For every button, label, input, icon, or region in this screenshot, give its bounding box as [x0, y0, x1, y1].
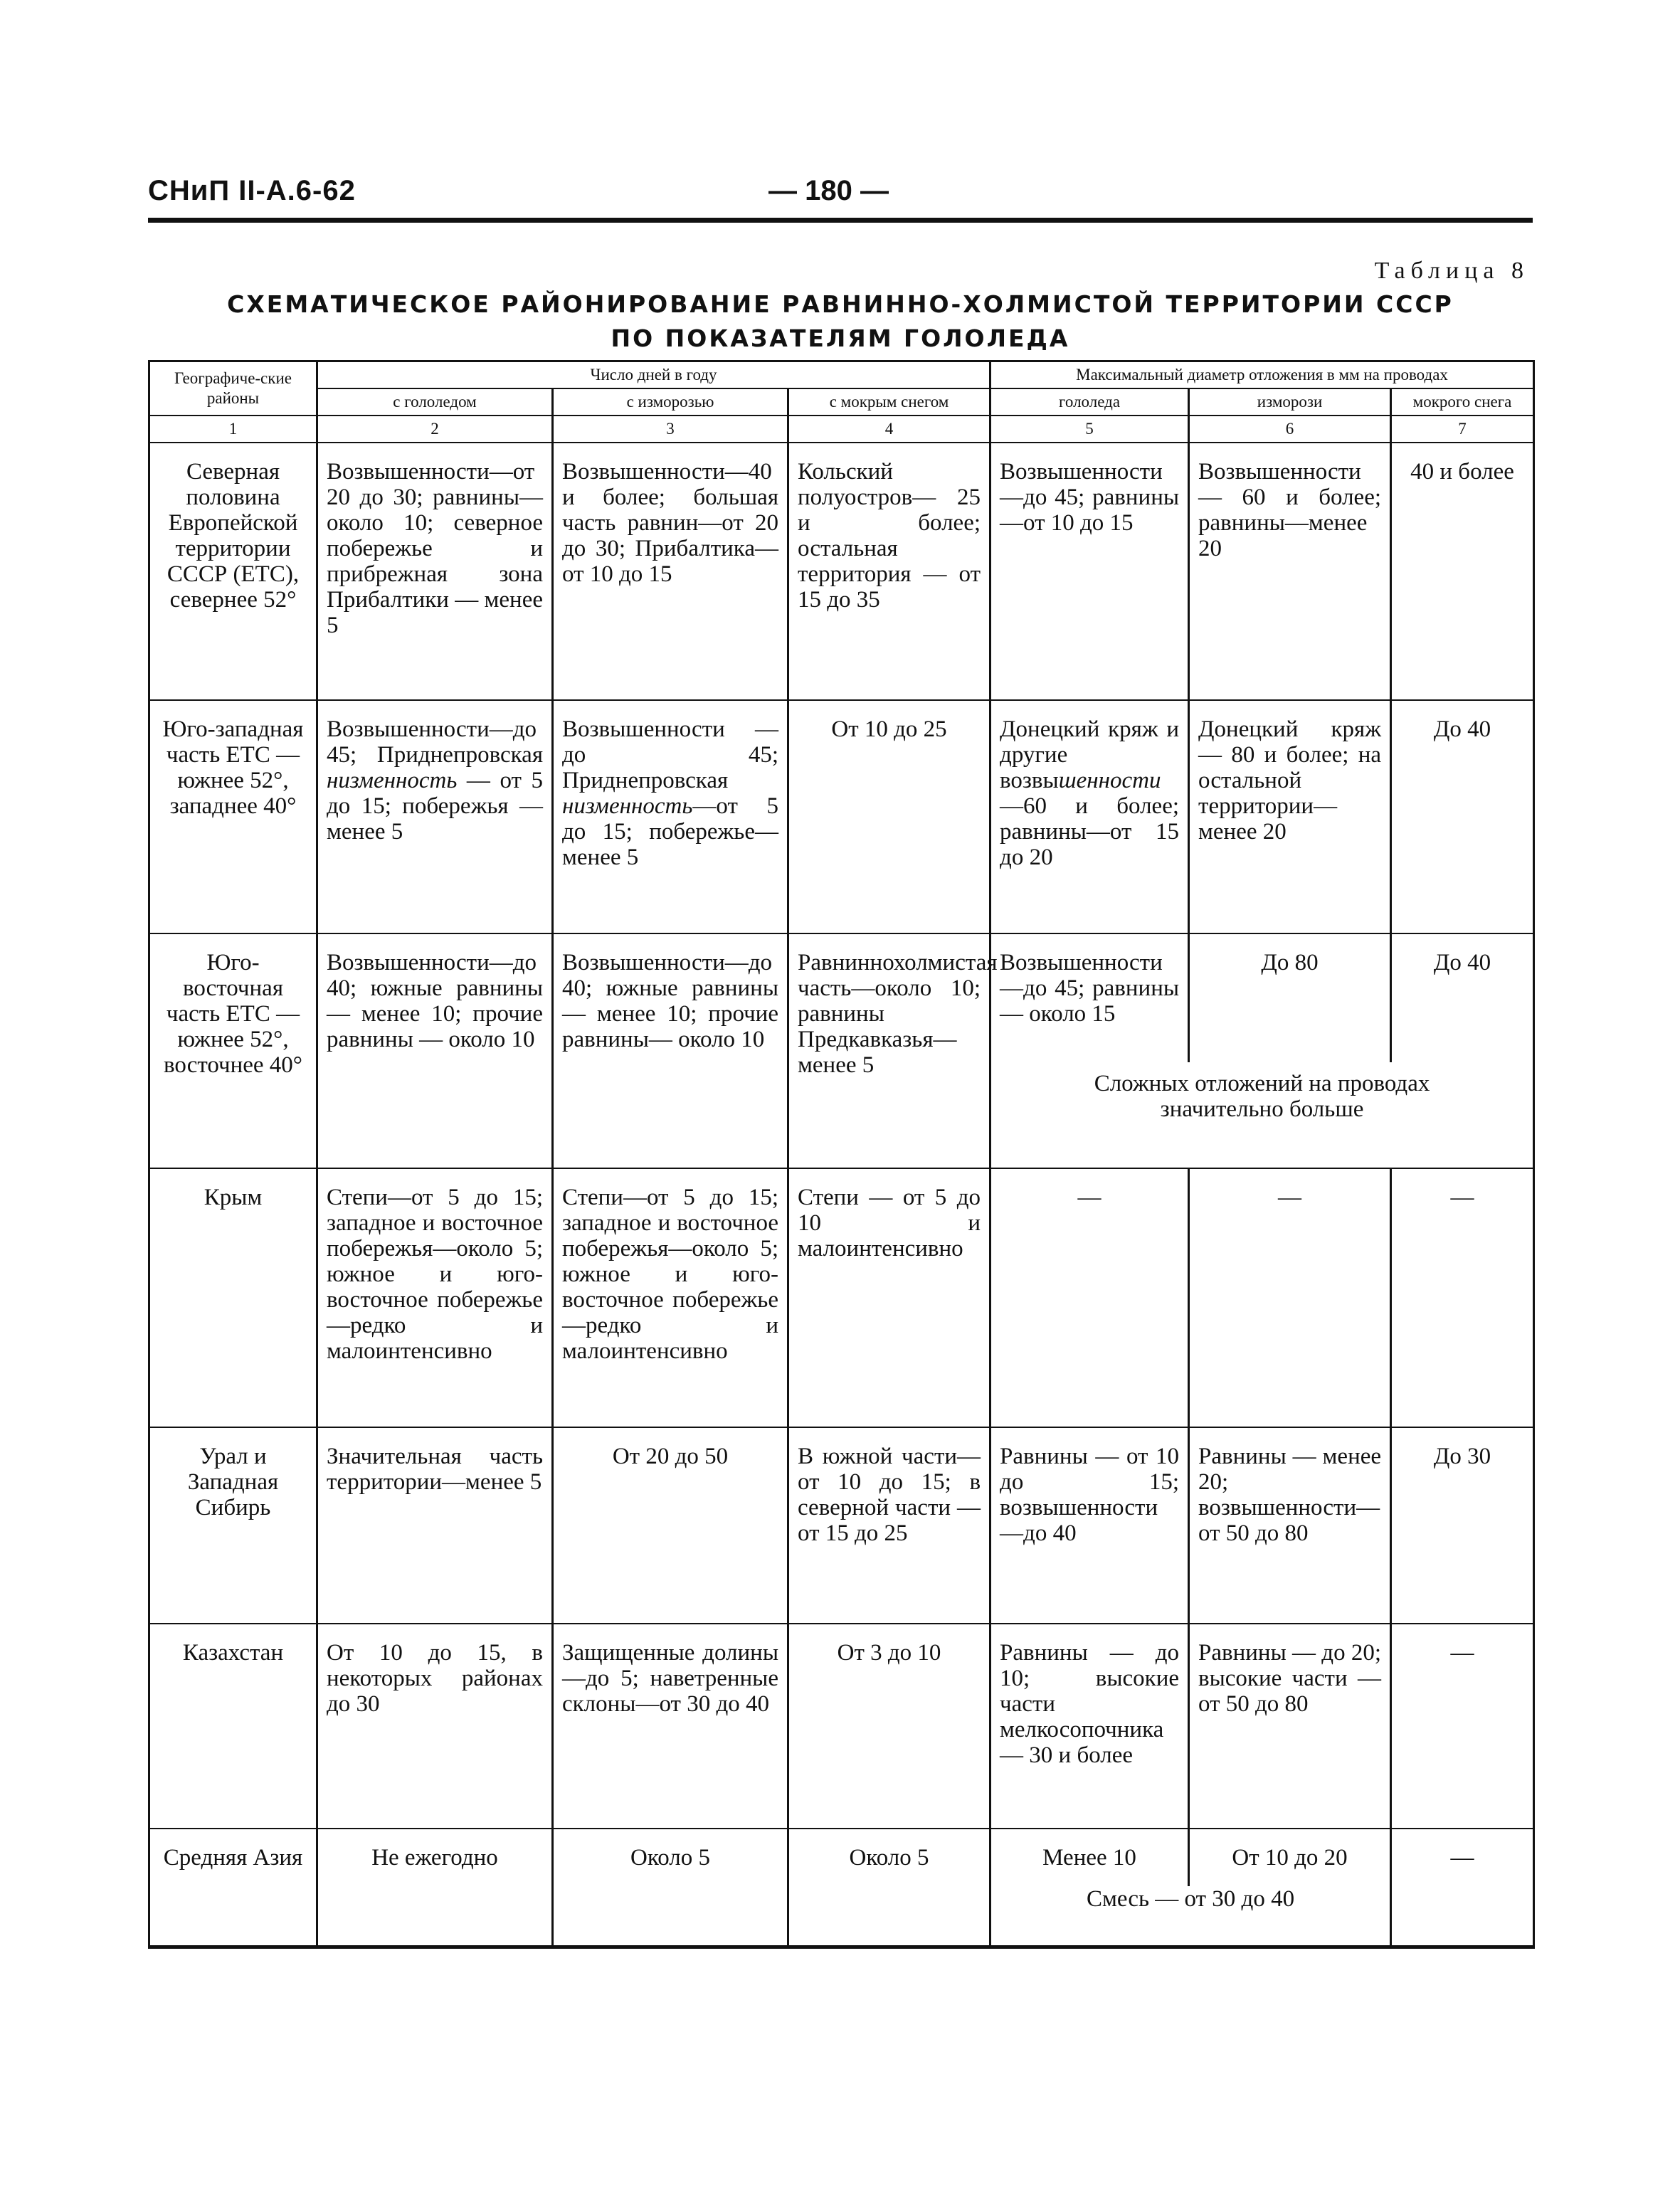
- wet-snow-diameter-cell: До 40: [1433, 950, 1491, 975]
- wet-snow-days-cell: Кольский полуостров— 25 и более; остальная территория — от 15 до 35: [788, 443, 990, 700]
- cell-text-italic: шенности: [1058, 768, 1161, 793]
- region-cell: Средняя Азия: [149, 1829, 317, 1947]
- cell-text: Донецкий кряж и другие возвы: [1000, 716, 1180, 793]
- column-number: 1: [149, 416, 317, 443]
- rime-days-cell: [553, 700, 788, 933]
- glaze-days-cell: [317, 700, 553, 933]
- wet-snow-diameter-cell: 40 и более: [1391, 443, 1534, 700]
- mixture-note: Смесь — от 30 до 40: [1086, 1886, 1295, 1912]
- cell-text: Возвышенности—до 45; Приднепровская: [327, 716, 543, 768]
- table-row: [149, 1168, 1534, 1427]
- document-code: СНиП II-А.6-62: [148, 175, 356, 206]
- rime-diameter-cell: От 10 до 20: [1232, 1845, 1348, 1871]
- rime-days-cell: Возвышенности—до 40; южные равнины— менее 10; прочие равнины— около 10: [553, 933, 788, 1168]
- wet-snow-diameter-cell: До 40: [1391, 700, 1534, 933]
- region-cell: Северная половина Европейской территории СССР (ЕТС), севернее 52°: [149, 443, 317, 700]
- rime-days-cell: Около 5: [553, 1829, 788, 1947]
- glaze-diameter-cell: Возвышенности—до 45; равнины —от 10 до 15: [990, 443, 1189, 700]
- subheader-glaze-diameter: гололеда: [990, 388, 1189, 416]
- diameter-subcells: [991, 934, 1533, 1062]
- complex-deposits-note: Сложных отложений на проводах значительно больше: [1094, 1071, 1430, 1122]
- page-number: — 180 —: [768, 175, 889, 206]
- rime-diameter-cell: Равнины — до 20; высокие части — от 50 до 80: [1189, 1624, 1391, 1829]
- header-rule: [148, 218, 1533, 223]
- icing-zoning-table: [148, 360, 1535, 1949]
- table-row: [149, 700, 1534, 933]
- wet-snow-diameter-cell: —: [1391, 1624, 1534, 1829]
- rime-diameter-cell: Донецкий кряж — 80 и более; на остальной территории—менее 20: [1189, 700, 1391, 933]
- cell-text: —60 и более; равнины—от 15 до 20: [1000, 793, 1180, 870]
- wet-snow-diameter-cell: —: [1391, 1829, 1534, 1947]
- table-row: [149, 933, 1534, 1168]
- column-number: 3: [553, 416, 788, 443]
- table-number: Таблица 8: [1374, 258, 1529, 284]
- glaze-diameter-cell: Равнины — до 10; высокие части мелкосопочника — 30 и более: [990, 1624, 1189, 1829]
- glaze-days-cell: Возвышенности—до 40; южные равнины— менее 10; прочие равнины — около 10: [317, 933, 553, 1168]
- cell-text: — от 5 до 15; побережья — менее 5: [327, 768, 543, 845]
- diameter-subcells: [991, 1829, 1390, 1886]
- table-row: [149, 443, 1534, 700]
- wet-snow-days-cell: Около 5: [788, 1829, 990, 1947]
- column-number: 7: [1391, 416, 1534, 443]
- glaze-diameter-cell: Менее 10: [991, 1829, 1190, 1886]
- rime-diameter-cell: Равнины — менее 20; возвышенности— от 50 до 80: [1189, 1427, 1391, 1624]
- header-max-deposit-diameter: Максимальный диаметр отложения в мм на проводах: [990, 361, 1534, 389]
- rime-days-cell: Степи—от 5 до 15; западное и восточное побережья—около 5; южное и юго-восточное побережье—редко и малоинтенсивно: [553, 1168, 788, 1427]
- wet-snow-days-cell: Степи — от 5 до 10 и малоинтенсивно: [788, 1168, 990, 1427]
- table-title-line-2: ПО ПОКАЗАТЕЛЯМ ГОЛОЛЕДА: [611, 324, 1070, 352]
- rime-days-cell: Защищенные долины—до 5; наветренные склоны—от 30 до 40: [553, 1624, 788, 1829]
- wet-snow-days-cell: От 10 до 25: [788, 700, 990, 933]
- diameter-merged-cell: [990, 933, 1534, 1168]
- table-title: [148, 287, 1533, 356]
- region-cell: Крым: [149, 1168, 317, 1427]
- glaze-days-cell: Не ежегодно: [317, 1829, 553, 1947]
- column-number: 5: [990, 416, 1189, 443]
- header-days-per-year: Число дней в году: [317, 361, 990, 389]
- cell-text: —от 5 до 15; побережье—менее 5: [562, 793, 778, 870]
- table-row: [149, 1624, 1534, 1829]
- glaze-days-cell: От 10 до 15, в некоторых районах до 30: [317, 1624, 553, 1829]
- rime-days-cell: Возвышенности—40 и более; большая часть равнин—от 20 до 30; Прибалтика— от 10 до 15: [553, 443, 788, 700]
- column-number: 6: [1189, 416, 1391, 443]
- wet-snow-days-cell: В южной части—от 10 до 15; в северной части — от 15 до 25: [788, 1427, 990, 1624]
- wet-snow-days-cell: От 3 до 10: [788, 1624, 990, 1829]
- subheader-wet-snow: с мокрым снегом: [788, 388, 990, 416]
- diameter-merged-cell: [990, 1829, 1391, 1947]
- header-geographic-regions: Географиче-ские районы: [149, 361, 317, 416]
- glaze-days-cell: Степи—от 5 до 15; западное и восточное побережья—около 5; южное и юго-восточное побережье—редко и малоинтенсивно: [317, 1168, 553, 1427]
- subheader-wet-snow-diameter: мокрого снега: [1391, 388, 1534, 416]
- glaze-diameter-cell: [990, 700, 1189, 933]
- glaze-diameter-cell: Равнины — от 10 до 15; возвышенности—до 40: [990, 1427, 1189, 1624]
- rime-diameter-cell: До 80: [1190, 934, 1392, 1062]
- rime-diameter-cell: —: [1189, 1168, 1391, 1427]
- glaze-days-cell: Значительная часть территории—менее 5: [317, 1427, 553, 1624]
- wet-snow-diameter-cell: До 30: [1391, 1427, 1534, 1624]
- table-row: [149, 1427, 1534, 1624]
- glaze-diameter-cell: Возвышенности—до 45; равнины — около 15: [991, 934, 1190, 1062]
- wet-snow-diameter-cell: —: [1391, 1168, 1534, 1427]
- cell-text-italic: низменность: [327, 768, 458, 793]
- rime-days-cell: От 20 до 50: [553, 1427, 788, 1624]
- region-cell: Казахстан: [149, 1624, 317, 1829]
- rime-diameter-cell: Возвышенности — 60 и более; равнины—менее 20: [1189, 443, 1391, 700]
- cell-text-italic: низменность: [562, 793, 693, 819]
- region-cell: Юго-восточная часть ЕТС — южнее 52°, восточнее 40°: [149, 933, 317, 1168]
- column-number: 4: [788, 416, 990, 443]
- table-row: [149, 1829, 1534, 1947]
- glaze-days-cell: Возвышенности—от 20 до 30; равнины—около 10; северное побережье и прибрежная зона Прибалтики — менее 5: [317, 443, 553, 700]
- region-cell: Юго-западная часть ЕТС — южнее 52°, западнее 40°: [149, 700, 317, 933]
- cell-text: Возвышенности — до 45; Приднепровская: [562, 716, 778, 793]
- glaze-diameter-cell: —: [990, 1168, 1189, 1427]
- subheader-rime: с изморозью: [553, 388, 788, 416]
- wet-snow-days-cell: Равниннохолмистая часть—около 10; равнины Предкавказья—менее 5: [788, 933, 990, 1168]
- region-cell: Урал и Западная Сибирь: [149, 1427, 317, 1624]
- table-title-line-1: СХЕМАТИЧЕСКОЕ РАЙОНИРОВАНИЕ РАВНИННО-ХОЛМИСТОЙ ТЕРРИТОРИИ СССР: [227, 290, 1454, 318]
- subheader-rime-diameter: изморози: [1189, 388, 1391, 416]
- subheader-glaze: с гололедом: [317, 388, 553, 416]
- column-number: 2: [317, 416, 553, 443]
